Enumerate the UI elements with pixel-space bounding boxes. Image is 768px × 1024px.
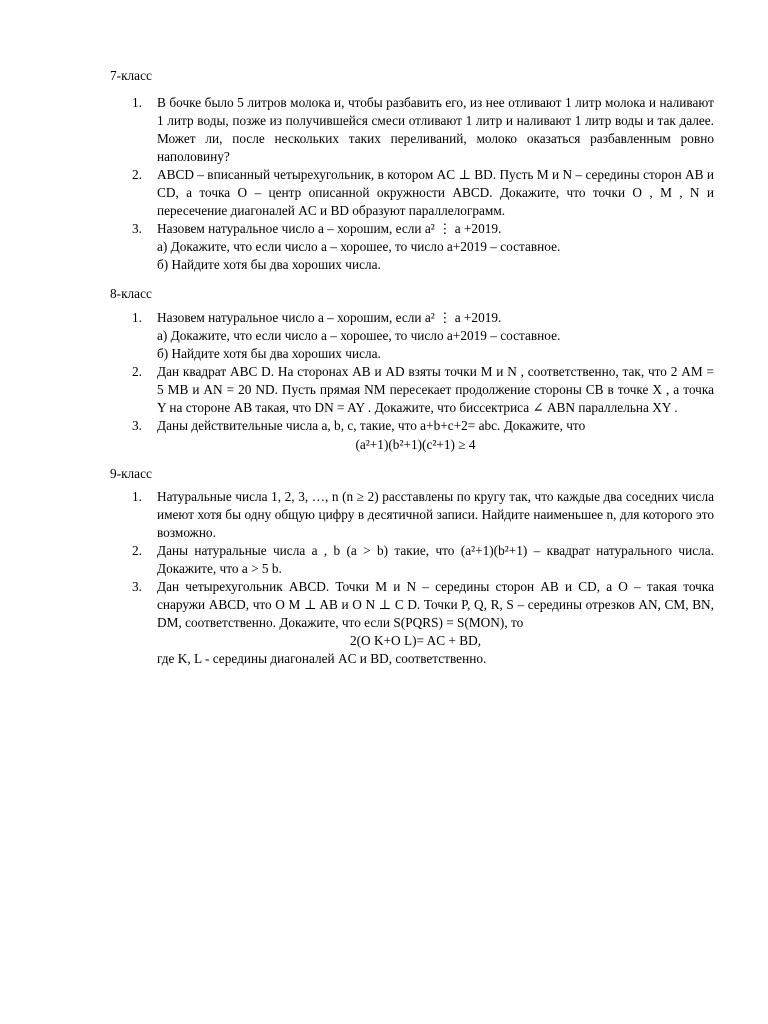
problem-item [110, 94, 714, 166]
problem-text-after: где K, L - середины диагоналей AC и BD, соответственно. [157, 651, 487, 666]
grade-heading: 7-класс [110, 68, 152, 83]
problem-text: Дан квадрат ABC D. На сторонах AB и AD взяты точки M и N , соответственно, так, что 2 AM = 5 MB и AN = 20 ND. Пусть прямая NM пересекает продолжение стороны CB в точке X , а точка Y на стороне AB такая, что DN = AY . Докажите, что биссектриса ∠ ABN параллельна XY . [157, 364, 714, 415]
problem-number: 2. [132, 364, 142, 379]
problem-number: 3. [132, 579, 142, 594]
problem-text: Даны натуральные числа a , b (a > b) такие, что (a²+1)(b²+1) – квадрат натурального числа. Докажите, что a > 5 b. [157, 543, 714, 576]
problem-list [110, 309, 714, 454]
problem-subitem-a: а) Докажите, что если число a – хорошее, то число a+2019 – составное. [157, 328, 561, 343]
problem-item [110, 166, 714, 220]
problem-number: 1. [132, 310, 142, 325]
problem-item [110, 542, 714, 578]
problem-number: 2. [132, 543, 142, 558]
problem-number: 1. [132, 489, 142, 504]
document-page [110, 67, 714, 668]
problem-subitem-b: б) Найдите хотя бы два хороших числа. [157, 346, 381, 361]
problem-item [110, 220, 714, 274]
problem-subitem-a: а) Докажите, что если число a – хорошее, то число a+2019 – составное. [157, 239, 561, 254]
grade-heading: 9-класс [110, 466, 152, 481]
grade-heading: 8-класс [110, 286, 152, 301]
problem-number: 3. [132, 221, 142, 236]
problem-text: Назовем натуральное число a – хорошим, если a² ⋮ a +2019. [157, 310, 502, 325]
problem-item [110, 578, 714, 668]
problem-subitem-b: б) Найдите хотя бы два хороших числа. [157, 257, 381, 272]
problem-number: 3. [132, 418, 142, 433]
problem-formula: 2(O K+O L)= AC + BD, [349, 633, 482, 648]
problem-text: Даны действительные числа a, b, c, такие, что a+b+c+2= abc. Докажите, что [157, 418, 586, 433]
problem-text: ABCD – вписанный четырехугольник, в котором AC ⊥ BD. Пусть M и N – середины сторон AB и CD, а точка O – центр описанной окружности ABCD. Докажите, что точки O , M , N и пересечение диагоналей AC и BD образуют параллелограмм. [157, 167, 714, 218]
problem-list [110, 488, 714, 668]
problem-formula: (a²+1)(b²+1)(c²+1) ≥ 4 [355, 437, 476, 452]
problem-number: 1. [132, 95, 142, 110]
problem-text: Дан четырехугольник ABCD. Точки M и N – середины сторон AB и CD, а O – такая точка снаружи ABCD, что O M ⊥ AB и O N ⊥ C D. Точки P, Q, R, S – середины отрезков AN, CM, BN, DM, соответственно. Докажите, что если S(PQRS) = S(MON), то [157, 579, 714, 630]
problem-text: Назовем натуральное число a – хорошим, если a² ⋮ a +2019. [157, 221, 502, 236]
problem-number: 2. [132, 167, 142, 182]
problem-item [110, 309, 714, 363]
problem-item [110, 488, 714, 542]
problem-list [110, 94, 714, 274]
problem-text: В бочке было 5 литров молока и, чтобы разбавить его, из нее отливают 1 литр молока и наливают 1 литр воды, позже из получившейся смеси отливают 1 литр и наливают 1 литр воды и так далее. Может ли, после нескольких таких переливаний, молоко оказаться разбавленным ровно наполовину? [157, 95, 714, 164]
problem-text: Натуральные числа 1, 2, 3, …, n (n ≥ 2) расставлены по кругу так, что каждые два соседних числа имеют хотя бы одну общую цифру в десятичной записи. Найдите наименьшее n, для которого это возможно. [157, 489, 714, 540]
problem-item [110, 363, 714, 417]
problem-item [110, 417, 714, 454]
